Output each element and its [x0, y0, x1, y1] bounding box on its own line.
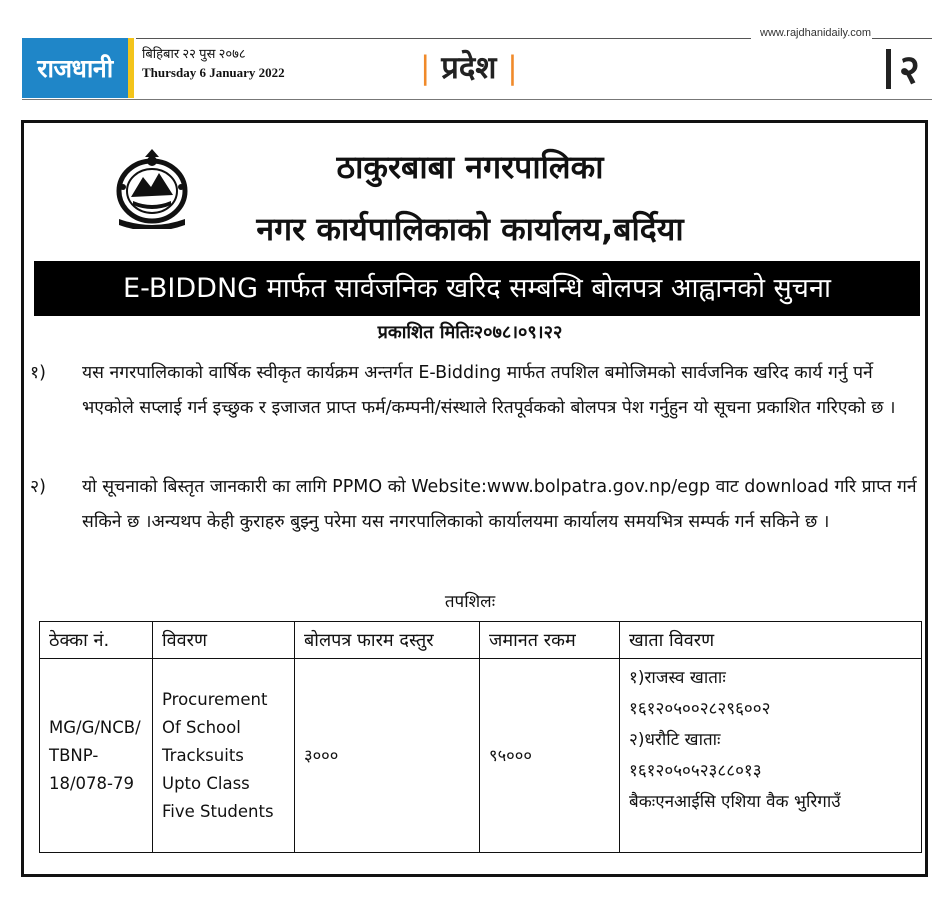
account-line-deposit-label: २)धरौटि खाताः	[629, 730, 721, 750]
cell-form-fee: ३०००	[295, 659, 480, 853]
newspaper-logo: राजधानी	[22, 38, 128, 98]
issue-date-english: Thursday 6 January 2022	[142, 65, 285, 80]
account-line-revenue-label: १)राजस्व खाताः	[629, 668, 726, 688]
header-top-rule-right	[872, 38, 932, 39]
logo-accent-bar	[128, 38, 134, 98]
office-name: नगर कार्यपालिकाको कार्यालय,बर्दिया	[256, 210, 684, 248]
page-number-bar	[886, 49, 891, 89]
cell-description: Procurement Of School Tracksuits Upto Class Five Students	[153, 659, 295, 853]
issue-date	[142, 44, 285, 82]
page-number-value: २	[899, 47, 920, 93]
section-label: प्रदेश	[441, 50, 497, 86]
issue-date-nepali: बिहिबार २२ पुस २०७८	[142, 46, 246, 61]
published-date: प्रकाशित मितिः२०७८।०९।२२	[377, 322, 563, 343]
paragraph-number: २)	[30, 477, 46, 497]
section-divider-left: |	[420, 50, 431, 86]
notice-paragraph-2	[30, 470, 920, 578]
tender-details-table	[39, 621, 922, 853]
paragraph-text: यो सूचनाको बिस्तृत जानकारी का लागि PPMO को Website:www.bolpatra.gov.np/egp वाट download गरि प्राप्त गर्न सकिने छ ।अन्यथप केही कुराहरु बुझ्नु परेमा यस नगरपालिकाको कार्यालयमा कार्यालय समयभित्र सम्पर्क गर्न सकिने छ ।	[82, 477, 917, 532]
cell-account-details	[620, 659, 922, 853]
header-form-fee: बोलपत्र फारम दस्तुर	[295, 622, 480, 659]
page-number	[886, 40, 920, 95]
paragraph-number: १)	[30, 363, 46, 383]
header-bottom-rule	[22, 99, 932, 100]
header-description: विवरण	[153, 622, 295, 659]
section-divider-right: |	[507, 50, 518, 86]
newspaper-header	[0, 0, 940, 110]
cell-contract-no: MG/G/NCB/ TBNP- 18/078-79	[40, 659, 153, 853]
section-name	[420, 46, 518, 88]
header-top-rule	[136, 38, 751, 39]
cell-bid-security: ९५०००	[480, 659, 620, 853]
header-contract-no: ठेक्का नं.	[40, 622, 153, 659]
notice-banner: E-BIDDNG मार्फत सार्वजनिक खरिद सम्बन्धि बोलपत्र आह्वानको सुचना	[34, 261, 920, 316]
table-header-row	[40, 622, 922, 659]
header-bid-security: जमानत रकम	[480, 622, 620, 659]
account-line-bank: बैकःएनआईसि एशिया वैक भुरिगाउँ	[629, 792, 841, 812]
header-account-details: खाता विवरण	[620, 622, 922, 659]
paragraph-text: यस नगरपालिकाको वार्षिक स्वीकृत कार्यक्रम अन्तर्गत E-Bidding मार्फत तपशिल बमोजिमको सार्वजनिक खरिद कार्य गर्नु पर्ने भएकोले सप्लाई गर्न इच्छुक र इजाजत प्राप्त फर्म/कम्पनी/संस्थाले रितपूर्वकको बोलपत्र पेश गर्नुहुन यो सूचना प्रकाशित गरिएको छ ।	[82, 363, 896, 418]
account-line-deposit-number: १६१२०५०५२३८८०१३	[629, 761, 762, 781]
table-row	[40, 659, 922, 853]
account-line-revenue-number: १६१२०५००२८२९६००२	[629, 699, 771, 719]
notice-paragraph-1	[30, 356, 920, 464]
website-url: www.rajdhanidaily.com	[760, 27, 872, 39]
table-caption: तपशिलः	[444, 592, 496, 612]
municipality-name: ठाकुरबाबा नगरपालिका	[336, 148, 604, 186]
